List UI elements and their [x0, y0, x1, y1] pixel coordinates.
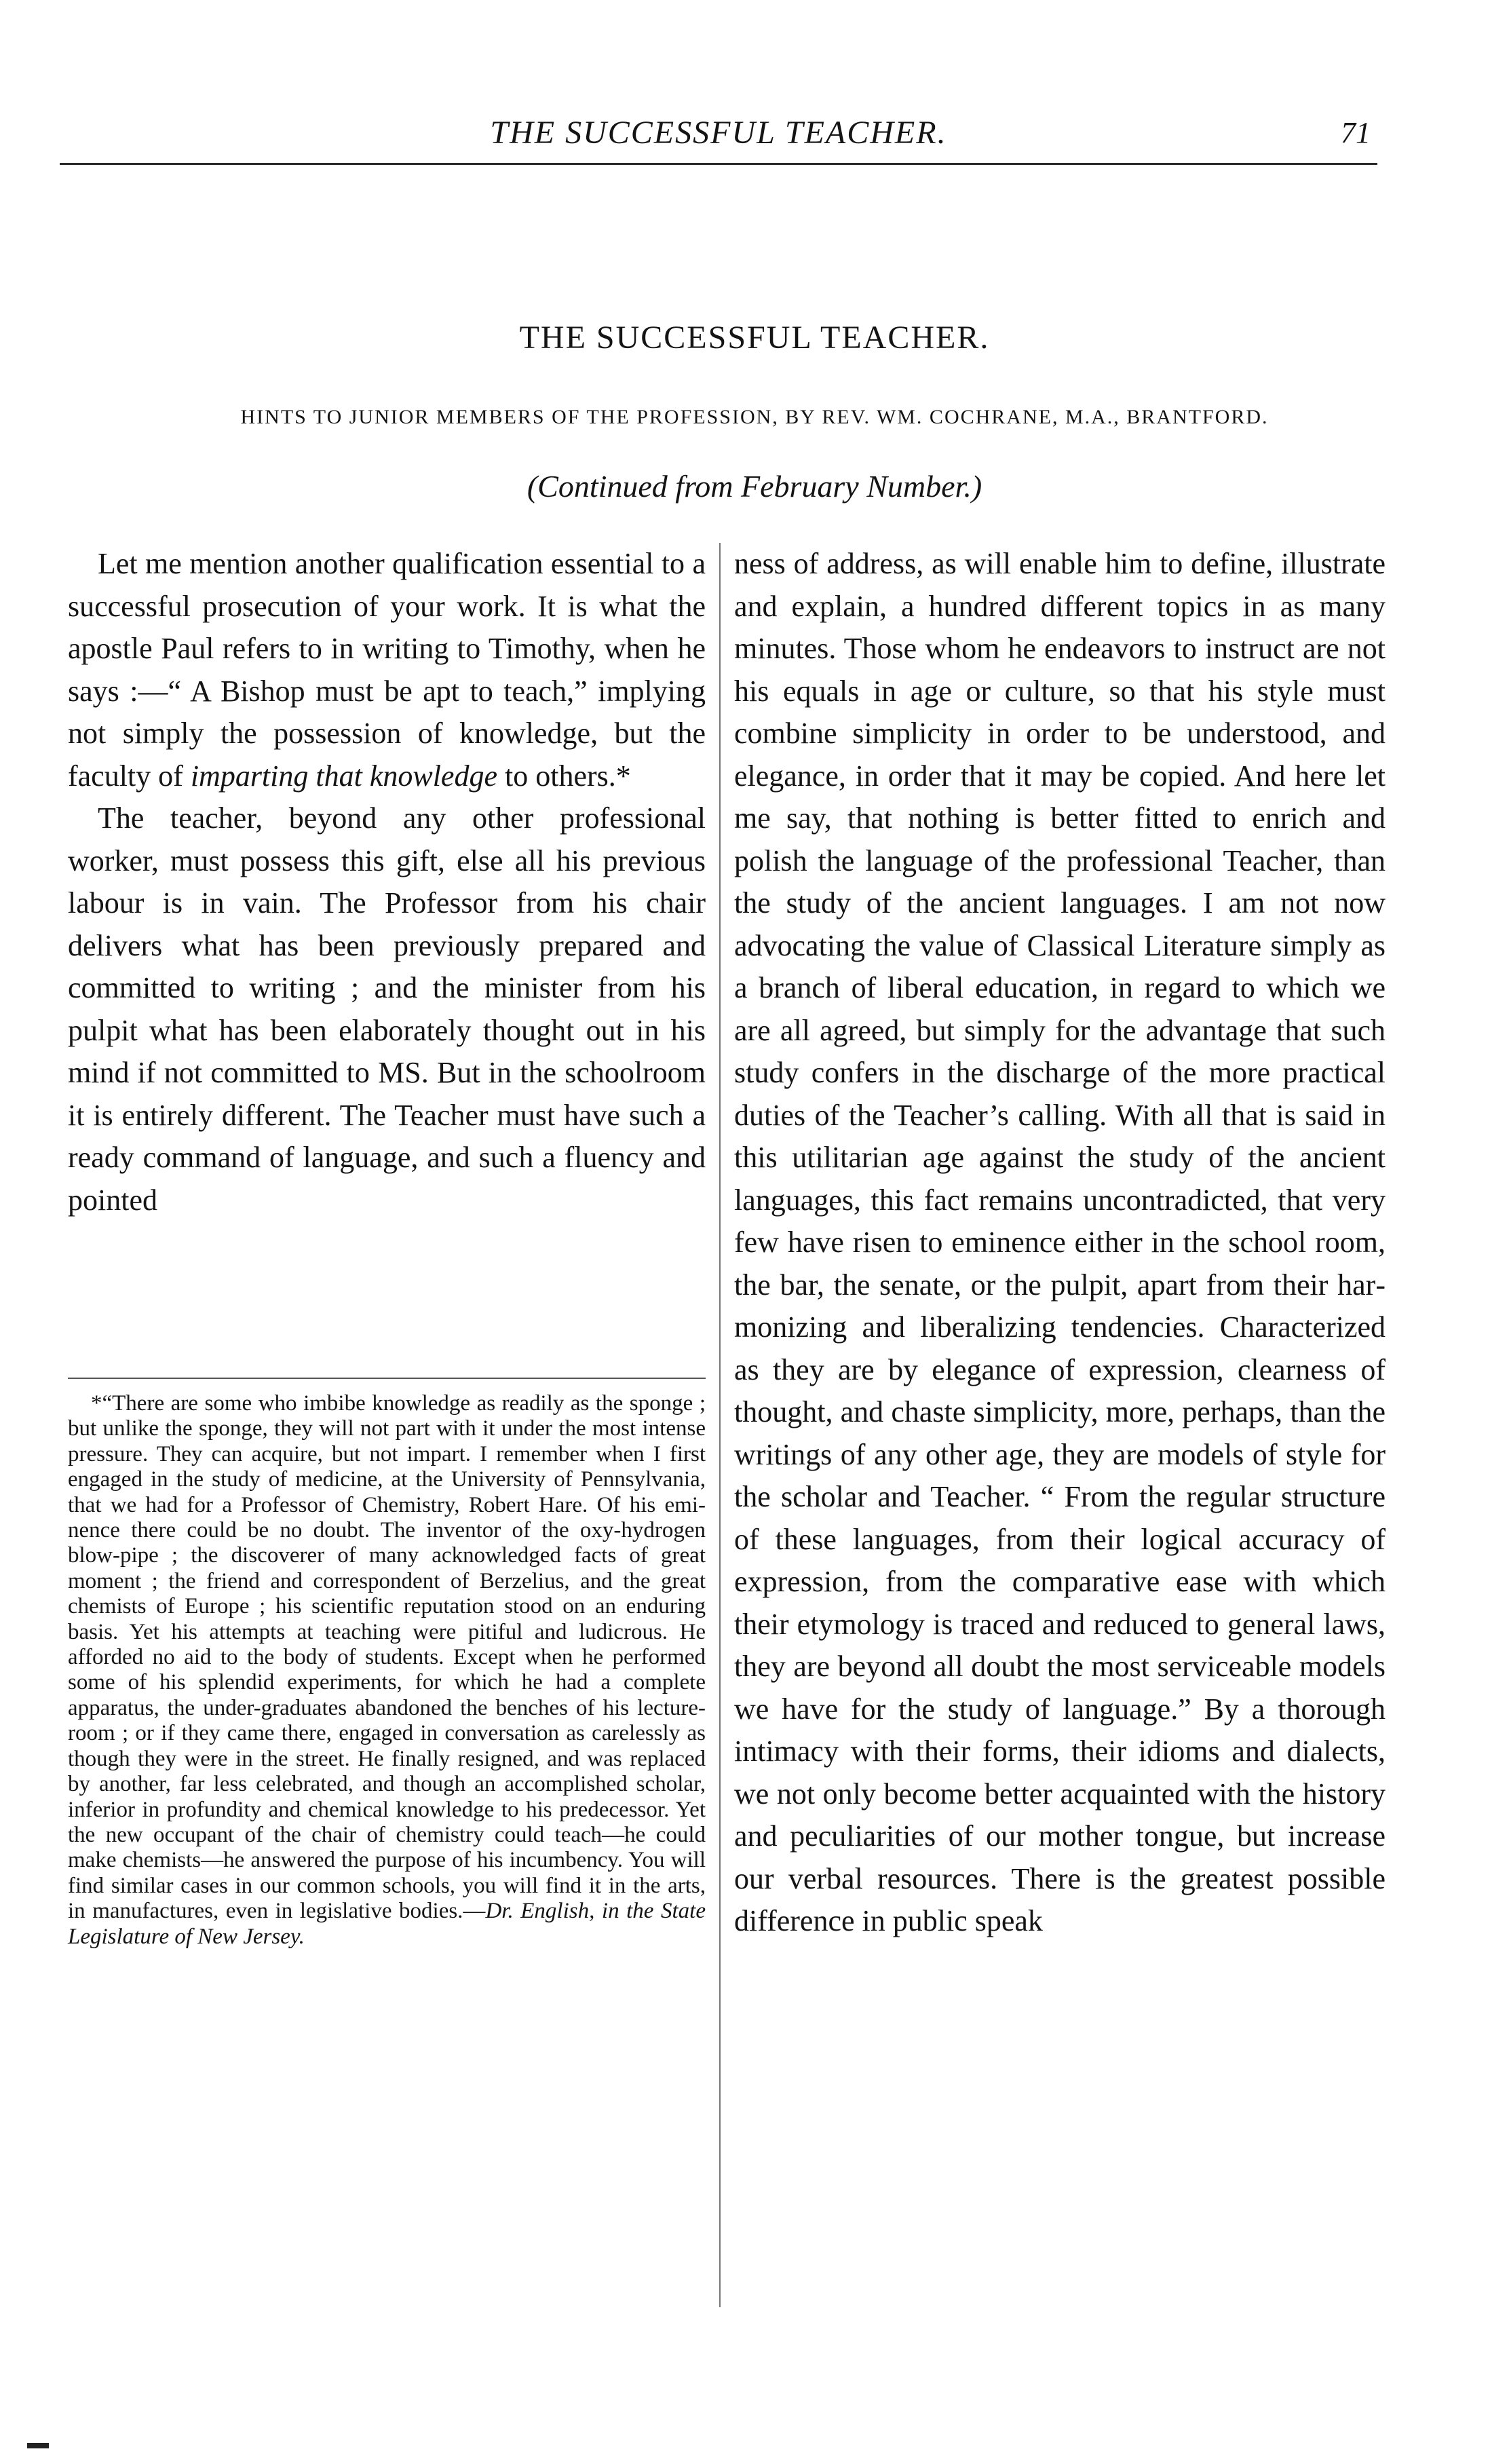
continued-note: (Continued from February Number.) — [527, 469, 982, 504]
print-mark — [27, 2443, 49, 2448]
footnote-body: *“There are some who imbibe knowledge as readily as the sponge ; but unlike the sponge, they will not part with it under the most intense pressure. They can acquire, but not impart. I remember when I first engaged in the study of medicine, at the University of Pennsylvania, that we had for a Professor of Chemistry, Robert Hare. Of his eminence there could be no doubt. The inventor of the oxy-hydrogen blow-pipe ; the discoverer of many acknowledged facts of great moment ; the friend and correspondent of Berzelius, and the great chemists of Europe ; his scientific reputation stood on an enduring basis. Yet his attempts at teaching were pitiful and ludicrous. He afforded no aid to the body of students. Except when he performed some of his splendid experiments, for which he had a complete apparatus, the under-graduates abandoned the benches of his lecture-room ; or if they came there, engaged in conversation as carelessly as though they were in the street. He finally resigned, and was replaced by another, far less celebrated, and though an accomplished scholar, inferior in profundity and chemical knowledge to his predecessor. Yet the new occupant of the chair of chemistry could teach—he could make chemists—he answered the purpose of his incumbency. You will find similar cases in our common schools, you will find it in the arts, in manufactures, even in legislative bodies.— — [68, 1391, 706, 1924]
footnote-attribution: Dr. English, in the State Legislature of New Jersey. — [68, 1899, 706, 1949]
left-column — [68, 543, 706, 1221]
page-number: 71 — [1341, 116, 1371, 149]
emphasis-text: imparting that knowledge — [190, 759, 497, 793]
right-column — [734, 543, 1386, 1943]
footnote — [68, 1391, 706, 1950]
paragraph-text: Let me mention another qualification essential to a successful prosecution of your work. It is what the apostle Paul refers to in writing to Timothy, when he says :—“ A Bishop must be apt to teach,” implying not simply the possession of knowledge, but the faculty of — [68, 547, 706, 793]
paragraph: ness of address, as will enable him to define, illustrate and explain, a hundred different topics in as many minutes. Those whom he endeavors to instruct are not his equals in age or culture, so that his style must combine simplicity in order to be understood, and elegance, in order that it may be copied. And here let me say, that nothing is better fitted to enrich and polish the language of the professional Teacher, than the study of the ancient languages. I am not now advocating the value of Classical Literature simply as a branch of liberal education, in regard to which we are all agreed, but simply for the advantage that such study confers in the discharge of the more practical duties of the Teacher’s calling. With all that is said in this utilitarian age against the study of the ancient languages, this fact remains uncontradicted, that very few have risen to eminence either in the school room, the bar, the senate, or the pulpit, apart from their harmonizing and liberalizing tendencies. Characterized as they are by elegance of expression, clearness of thought, and chaste simplicity, more, perhaps, than the writings of any other age, they are models of style for the scholar and Teacher. “ From the regular structure of these languages, from their logical accuracy of expression, from the comparative ease with which their etymology is traced and reduced to general laws, they are beyond all doubt the most serviceable models we have for the study of language.” By a thorough intimacy with their forms, their idioms and dialects, we not only become better acquainted with the history and peculiarities of our mother tongue, but increase our verbal resources. There is the greatest possible difference in public speak — [734, 547, 1386, 1937]
paragraph-text: to others.* — [497, 759, 631, 793]
paragraph: The teacher, beyond any other professional worker, must possess this gift, else all his previous labour is in vain. The Professor from his chair delivers what has been previously prepared and committed to writing ; and the minister from his pulpit what has been elaborately thought out in his mind if not committed to MS. But in the schoolroom it is entirely different. The Teacher must have such a ready command of language, and such a fluency and pointed — [68, 801, 706, 1217]
running-head — [60, 102, 1377, 165]
running-title: THE SUCCESSFUL TEACHER. — [490, 115, 947, 151]
paragraph — [68, 543, 706, 797]
article-subtitle: HINTS TO JUNIOR MEMBERS OF THE PROFESSION, BY REV. WM. COCHRANE, M.A., BRANTFORD. — [240, 406, 1269, 428]
footnote-text — [68, 1391, 706, 1950]
article-title: THE SUCCESSFUL TEACHER. — [519, 320, 990, 356]
footnote-divider — [68, 1378, 706, 1379]
column-divider — [719, 543, 721, 2307]
